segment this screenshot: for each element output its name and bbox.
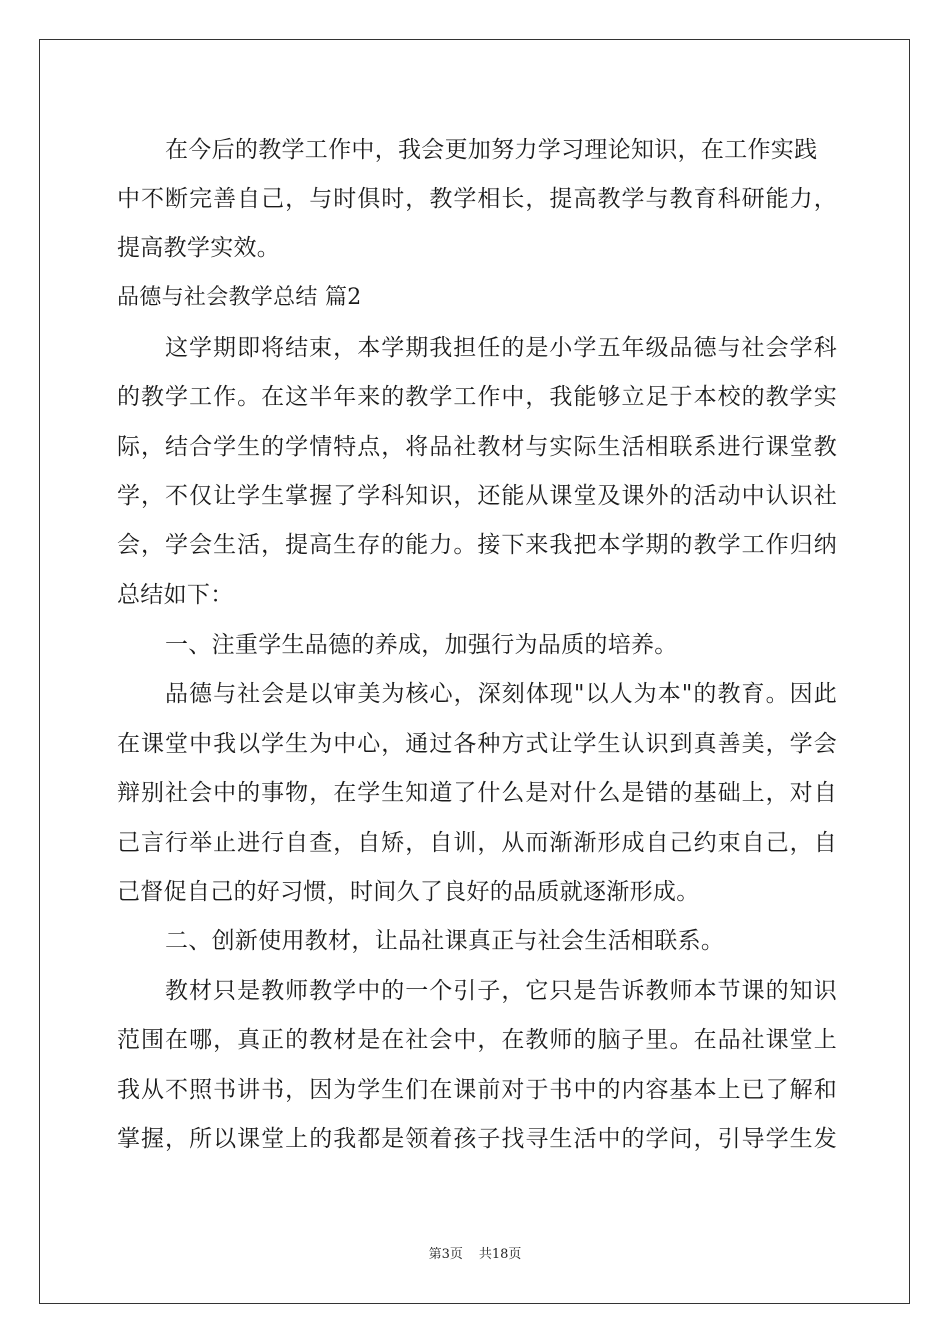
- paragraph-line: 在今后的教学工作中，我会更加努力学习理论知识，在工作实践: [165, 137, 818, 163]
- section-subheading: 二、创新使用教材，让品社课真正与社会生活相联系。: [165, 928, 725, 954]
- paragraph-line: 范围在哪，真正的教材是在社会中，在教师的脑子里。在品社课堂上: [117, 1027, 837, 1053]
- page-border: [39, 39, 910, 1304]
- paragraph-line: 中不断完善自己，与时俱时，教学相长，提高教学与教育科研能力，: [117, 186, 837, 212]
- paragraph-line: 掌握，所以课堂上的我都是领着孩子找寻生活中的学问，引导学生发: [117, 1126, 837, 1152]
- page-number-current: 第3页: [428, 1247, 463, 1262]
- paragraph-line: 教材只是教师教学中的一个引子，它只是告诉教师本节课的知识: [165, 978, 837, 1004]
- page-number-total: 共18页: [478, 1247, 522, 1262]
- paragraph-line: 的教学工作。在这半年来的教学工作中，我能够立足于本校的教学实: [117, 384, 837, 410]
- paragraph-line: 我从不照书讲书，因为学生们在课前对于书中的内容基本上已了解和: [117, 1077, 837, 1103]
- paragraph-line: 品德与社会是以审美为核心，深刻体现"以人为本"的教育。因此: [165, 681, 837, 707]
- section-subheading: 一、注重学生品德的养成，加强行为品质的培养。: [165, 632, 678, 658]
- paragraph-line: 这学期即将结束，本学期我担任的是小学五年级品德与社会学科: [165, 335, 837, 361]
- section-heading: 品德与社会教学总结 篇2: [117, 285, 362, 310]
- paragraph-line: 辩别社会中的事物，在学生知道了什么是对什么是错的基础上，对自: [117, 780, 837, 806]
- paragraph-line: 会，学会生活，提高生存的能力。接下来我把本学期的教学工作归纳: [117, 532, 837, 558]
- paragraph-line: 学，不仅让学生掌握了学科知识，还能从课堂及课外的活动中认识社: [117, 483, 837, 509]
- paragraph-line: 提高教学实效。: [117, 235, 281, 261]
- paragraph-line: 在课堂中我以学生为中心，通过各种方式让学生认识到真善美，学会: [117, 731, 837, 757]
- paragraph-line: 际，结合学生的学情特点，将品社教材与实际生活相联系进行课堂教: [117, 434, 837, 460]
- paragraph-line: 己督促自己的好习惯，时间久了良好的品质就逐渐形成。: [117, 879, 700, 905]
- page-footer: [0, 1246, 950, 1264]
- paragraph-line: 己言行举止进行自查，自矫，自训，从而渐渐形成自己约束自己，自: [117, 830, 837, 856]
- paragraph-line: 总结如下：: [117, 582, 234, 608]
